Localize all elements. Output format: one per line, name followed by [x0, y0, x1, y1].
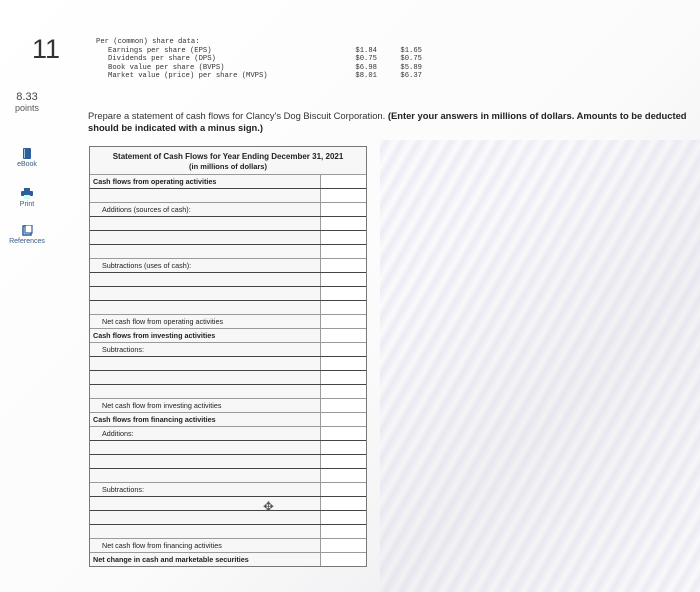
statement-title: Statement of Cash Flows for Year Ending December 31, 2021	[112, 152, 344, 161]
share-data-row: Market value (price) per share (MVPS) $8.01 $6.37	[108, 72, 422, 80]
net-investing-label: Net cash flow from investing activities	[102, 401, 222, 410]
answer-value-input[interactable]	[320, 525, 366, 538]
points-value: 8.33	[16, 91, 38, 103]
answer-row[interactable]	[90, 188, 366, 202]
answer-value-input[interactable]	[320, 189, 366, 202]
statement-subtitle: (in millions of dollars)	[189, 162, 267, 171]
answer-value-input[interactable]	[320, 273, 366, 286]
references-link[interactable]	[4, 225, 50, 245]
answer-value-input[interactable]	[320, 511, 366, 524]
share-data-row: Earnings per share (EPS) $1.84 $1.65	[108, 46, 422, 55]
ebook-label: eBook	[17, 161, 37, 168]
answer-row[interactable]	[90, 230, 366, 244]
answer-row[interactable]	[90, 300, 366, 314]
net-financing-label: Net cash flow from financing activities	[102, 541, 222, 550]
answer-row[interactable]	[90, 454, 366, 468]
book-icon	[22, 148, 32, 159]
answer-value-input[interactable]	[320, 357, 366, 370]
answer-value-input[interactable]	[320, 539, 366, 552]
cash-flow-statement	[89, 146, 367, 567]
answer-row[interactable]	[90, 524, 366, 538]
answer-row[interactable]	[90, 370, 366, 384]
answer-row[interactable]	[90, 384, 366, 398]
move-cursor-icon: ✥	[263, 499, 274, 514]
question-number: 11	[32, 34, 61, 64]
investing-subtractions-label: Subtractions:	[102, 345, 144, 354]
financing-subtractions-label: Subtractions:	[102, 485, 144, 494]
share-data-row: Dividends per share (DPS) $0.75 $0.75	[108, 55, 422, 63]
subtractions-label: Subtractions (uses of cash):	[102, 261, 192, 270]
ebook-link[interactable]	[4, 148, 50, 168]
additions-label: Additions (sources of cash):	[102, 205, 191, 214]
print-link[interactable]	[4, 188, 50, 208]
net-operating-label: Net cash flow from operating activities	[102, 317, 224, 326]
answer-value-input[interactable]	[320, 399, 366, 412]
points-display	[8, 92, 46, 114]
answer-row[interactable]	[90, 216, 366, 230]
answer-value-input[interactable]	[320, 287, 366, 300]
financing-header: Cash flows from financing activities	[93, 415, 216, 424]
answer-value-input[interactable]	[320, 553, 366, 566]
references-label: References	[9, 238, 45, 245]
print-label: Print	[19, 201, 35, 208]
answer-value-input[interactable]	[320, 455, 366, 468]
net-change-label: Net change in cash and marketable securities	[93, 555, 249, 564]
answer-value-input[interactable]	[320, 301, 366, 314]
answer-row[interactable]	[90, 286, 366, 300]
answer-row[interactable]	[90, 496, 366, 510]
question-prompt	[88, 110, 693, 134]
answer-row[interactable]	[90, 468, 366, 482]
answer-value-input[interactable]	[320, 371, 366, 384]
answer-value-input[interactable]	[320, 315, 366, 328]
prompt-text: Prepare a statement of cash flows for Clancy's Dog Biscuit Corporation.	[88, 110, 386, 121]
photo-glare	[380, 140, 700, 592]
operating-header: Cash flows from operating activities	[93, 177, 217, 186]
answer-value-input[interactable]	[320, 441, 366, 454]
answer-value-input[interactable]	[320, 469, 366, 482]
answer-row[interactable]	[90, 272, 366, 286]
prompt-instruction: (Enter your answers in millions of dollars. Amounts to be deducted should be indicated with a minus sign.)	[88, 110, 687, 133]
references-icon	[22, 225, 33, 236]
answer-row[interactable]	[90, 244, 366, 258]
answer-value-input[interactable]	[320, 497, 366, 510]
answer-value-input[interactable]	[320, 245, 366, 258]
answer-value-input[interactable]	[320, 231, 366, 244]
answer-row[interactable]	[90, 440, 366, 454]
share-data-table	[96, 38, 422, 81]
financing-additions-label: Additions:	[102, 429, 134, 438]
share-data-row: Book value per share (BVPS) $6.98 $5.89	[108, 63, 422, 72]
answer-row[interactable]	[90, 510, 366, 524]
answer-row[interactable]	[90, 356, 366, 370]
answer-value-input[interactable]	[320, 217, 366, 230]
investing-header: Cash flows from investing activities	[93, 331, 216, 340]
share-data-title: Per (common) share data:	[96, 38, 200, 46]
print-icon	[21, 188, 33, 199]
answer-value-input[interactable]	[320, 385, 366, 398]
points-label: points	[14, 103, 40, 113]
